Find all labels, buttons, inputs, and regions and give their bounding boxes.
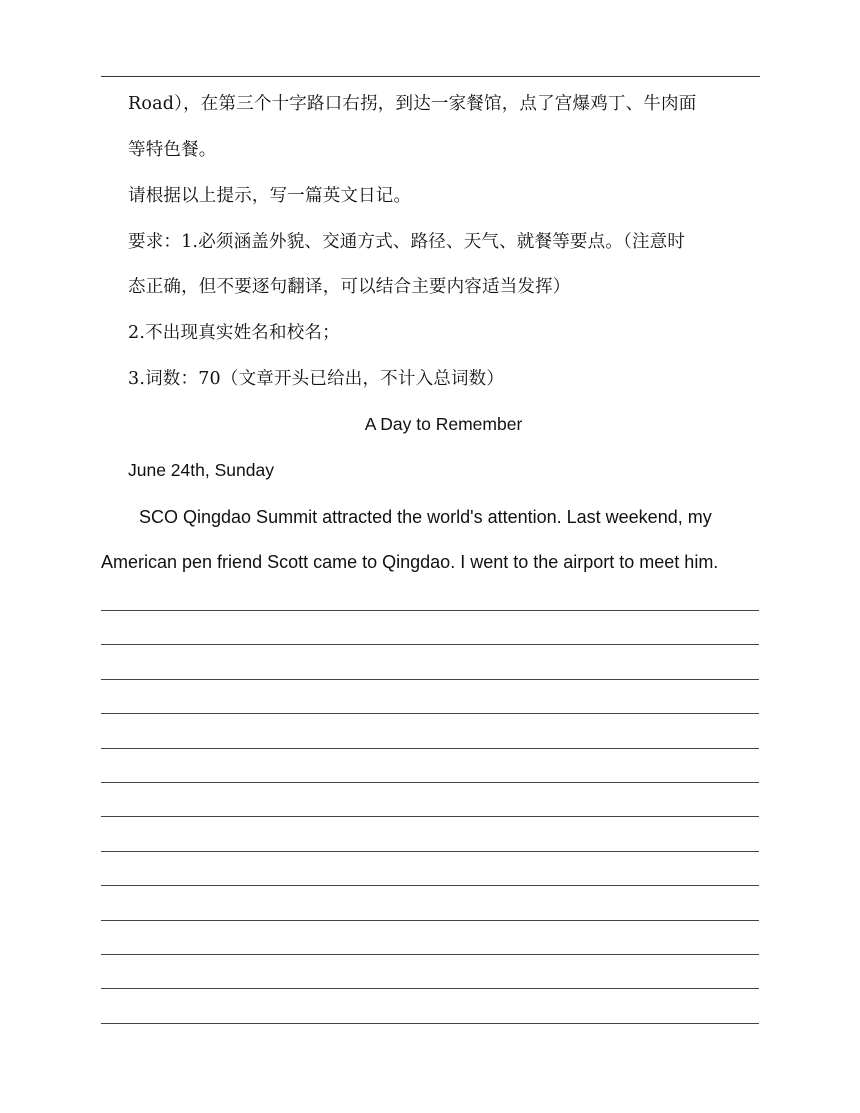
essay-title: A Day to Remember bbox=[364, 414, 523, 434]
requirement-line-1: 要求：1.必须涵盖外貌、交通方式、路径、天气、就餐等要点。（注意时 bbox=[128, 232, 686, 252]
answer-line bbox=[101, 610, 759, 611]
answer-line bbox=[101, 954, 759, 955]
answer-line bbox=[101, 713, 759, 714]
answer-line bbox=[101, 748, 759, 749]
prompt-line-2: 等特色餐。 bbox=[128, 140, 217, 160]
instruction-line: 请根据以上提示，写一篇英文日记。 bbox=[128, 186, 412, 206]
requirement-line-2: 态正确，但不要逐句翻译，可以结合主要内容适当发挥） bbox=[128, 277, 571, 297]
answer-line bbox=[101, 920, 759, 921]
requirement-line-4: 3.词数：70（文章开头已给出，不计入总词数） bbox=[128, 369, 505, 389]
essay-date: June 24th, Sunday bbox=[128, 460, 274, 480]
answer-line bbox=[101, 644, 759, 645]
requirement-line-3: 2.不出现真实姓名和校名； bbox=[128, 323, 340, 343]
answer-line bbox=[101, 1023, 759, 1024]
answer-line bbox=[101, 988, 759, 989]
header-rule bbox=[101, 76, 760, 77]
answer-line bbox=[101, 851, 759, 852]
answer-line bbox=[101, 679, 759, 680]
essay-paragraph-line-2: American pen friend Scott came to Qingdao. I went to the airport to meet him. bbox=[101, 552, 719, 572]
prompt-line-1: Road），在第三个十字路口右拐，到达一家餐馆，点了宫爆鸡丁、牛肉面 bbox=[128, 94, 697, 114]
answer-line bbox=[101, 782, 759, 783]
essay-paragraph-line-1: SCO Qingdao Summit attracted the world's attention. Last weekend, my bbox=[139, 507, 712, 527]
answer-line bbox=[101, 816, 759, 817]
answer-line bbox=[101, 885, 759, 886]
